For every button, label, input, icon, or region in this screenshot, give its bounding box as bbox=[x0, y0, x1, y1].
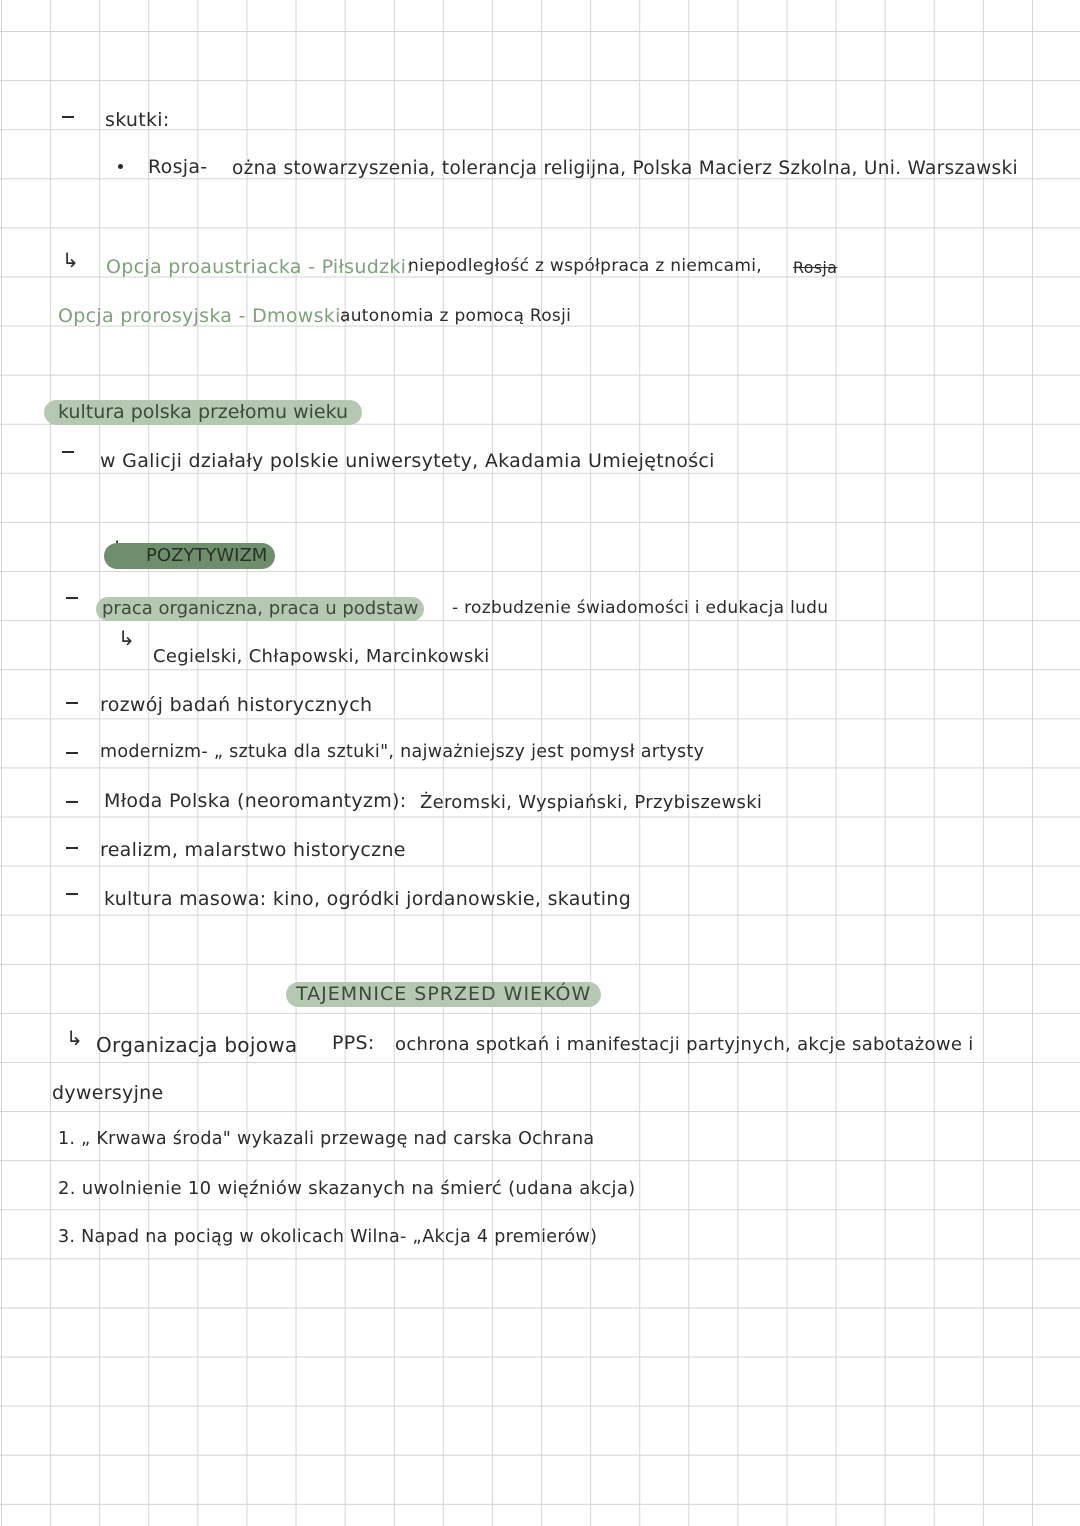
bullet-dot bbox=[118, 164, 123, 169]
realizm-text: realizm, malarstwo historyczne bbox=[100, 839, 406, 861]
rosja-label: Rosja- bbox=[148, 156, 208, 178]
arrow-icon: ↳ bbox=[66, 1026, 83, 1050]
organizacja-text-cont: dywersyjne bbox=[52, 1082, 164, 1104]
organizacja-label: Organizacja bojowa bbox=[96, 1033, 298, 1057]
kultura-masowa-text: kultura masowa: kino, ogródki jordanowskie, skauting bbox=[104, 888, 632, 910]
organizacja-text: ochrona spotkań i manifestacji partyjnych, akcje sabotażowe i bbox=[395, 1034, 974, 1055]
bullet-dash bbox=[62, 116, 74, 118]
rosja-text: ożna stowarzyszenia, tolerancja religijna, Polska Macierz Szkolna, Uni. Warszawski bbox=[232, 158, 1018, 179]
bullet-dash bbox=[62, 451, 74, 453]
list-item-1: 1. „ Krwawa środa" wykazali przewagę nad carska Ochrana bbox=[58, 1129, 595, 1149]
bullet-dash bbox=[66, 847, 78, 849]
pozytywizm-pill: POZYTYWIZM bbox=[104, 543, 275, 569]
bullet-dash bbox=[66, 752, 78, 754]
opcja-prorosyjska-text: autonomia z pomocą Rosji bbox=[340, 306, 572, 326]
list-item-2: 2. uwolnienie 10 więźniów skazanych na śmierć (udana akcja) bbox=[58, 1178, 636, 1199]
opcja-proaustriacka-label: Opcja proaustriacka - Piłsudzki: bbox=[106, 256, 413, 278]
praca-organiczna-pill: praca organiczna, praca u podstaw bbox=[96, 597, 424, 621]
bullet-dash bbox=[66, 702, 78, 704]
mloda-polska-text: Młoda Polska (neoromantyzm): bbox=[104, 790, 407, 812]
bullet-dash bbox=[66, 597, 78, 599]
rozwoj-text: rozwój badań historycznych bbox=[100, 694, 373, 716]
bullet-dash bbox=[66, 893, 78, 895]
arrow-icon: ↳ bbox=[62, 248, 79, 272]
mloda-polska-names: Żeromski, Wyspiański, Przybiszewski bbox=[420, 792, 763, 813]
names-text: Cegielski, Chłapowski, Marcinkowski bbox=[153, 646, 490, 667]
galicja-text: w Galicji działały polskie uniwersytety, Akadamia Umiejętności bbox=[100, 450, 715, 472]
praca-rest-text: - rozbudzenie świadomości i edukacja ludu bbox=[452, 598, 829, 618]
arrow-icon: ↳ bbox=[118, 626, 135, 650]
section-header-kultura: kultura polska przełomu wieku bbox=[44, 400, 362, 425]
pps-label: PPS: bbox=[332, 1032, 375, 1054]
modernizm-text: modernizm- „ sztuka dla sztuki", najważniejszy jest pomysł artysty bbox=[100, 742, 705, 762]
section-header-tajemnice: TAJEMNICE SPRZED WIEKÓW bbox=[286, 982, 601, 1007]
bullet-dash bbox=[66, 801, 78, 803]
rosja-crossed: Rosja bbox=[793, 258, 838, 277]
opcja-prorosyjska-label: Opcja prorosyjska - Dmowski: bbox=[58, 305, 348, 327]
opcja-proaustriacka-text: niepodległość z współpraca z niemcami, bbox=[408, 256, 762, 276]
skutki-label: skutki: bbox=[105, 109, 170, 131]
list-item-3: 3. Napad na pociąg w okolicach Wilna- „Akcja 4 premierów) bbox=[58, 1227, 598, 1247]
